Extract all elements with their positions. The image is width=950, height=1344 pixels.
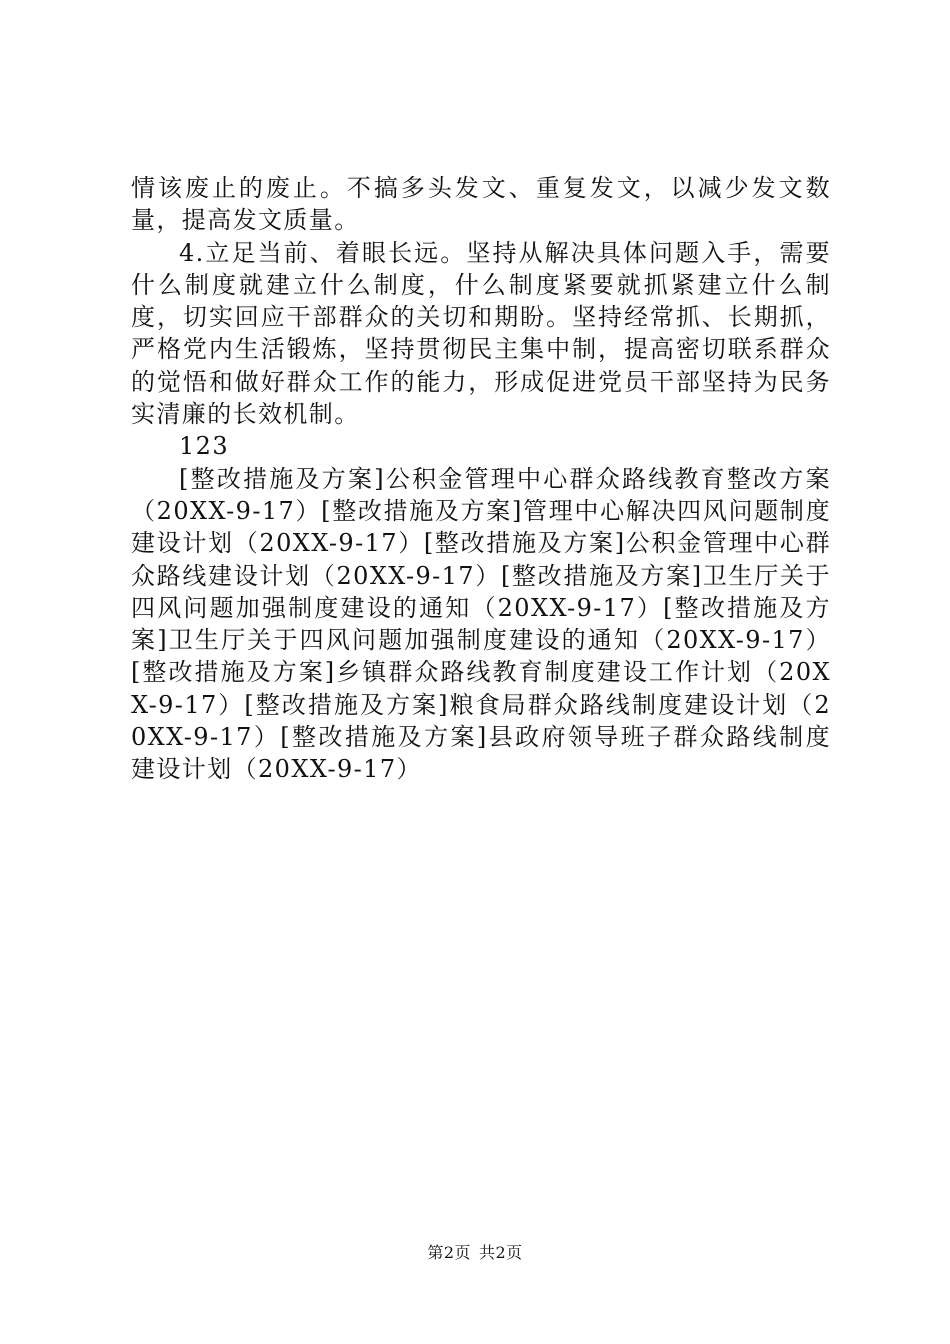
paragraph-related-links: [整改措施及方案]公积金管理中心群众路线教育整改方案（20XX-9-17）[整改措施及方案]管理中心解决四风问题制度建设计划（20XX-9-17）[整改措施及方案]公积金管理中心群众路线建设计划（20XX-9-17）[整改措施及方案]卫生厅关于四风问题加强制度建设的通知（20XX-9-17）[整改措施及方案]卫生厅关于四风问题加强制度建设的通知（20XX-9-17）[整改措施及方案]乡镇群众路线教育制度建设工作计划（20XX-9-17）[整改措施及方案]粮食局群众路线制度建设计划（20XX-9-17）[整改措施及方案]县政府领导班子群众路线制度建设计划（20XX-9-17） xyxy=(131,464,831,784)
page-number: 第2页 xyxy=(427,1243,471,1262)
paragraph-item-4: 4.立足当前、着眼长远。坚持从解决具体问题入手，需要什么制度就建立什么制度，什么制度紧要就抓紧建立什么制度，切实回应干部群众的关切和期盼。坚持经常抓、长期抓，严格党内生活锻炼，坚持贯彻民主集中制，提高密切联系群众的觉悟和做好群众工作的能力，形成促进党员干部坚持为民务实清廉的长效机制。 xyxy=(131,238,831,429)
page-total: 共2页 xyxy=(479,1243,523,1262)
paragraph-number: 123 xyxy=(179,432,230,461)
paragraph-continuation: 情该废止的废止。不搞多头发文、重复发文，以减少发文数量，提高发文质量。 xyxy=(131,174,831,235)
page-footer xyxy=(0,1242,950,1264)
document-body xyxy=(131,172,831,786)
